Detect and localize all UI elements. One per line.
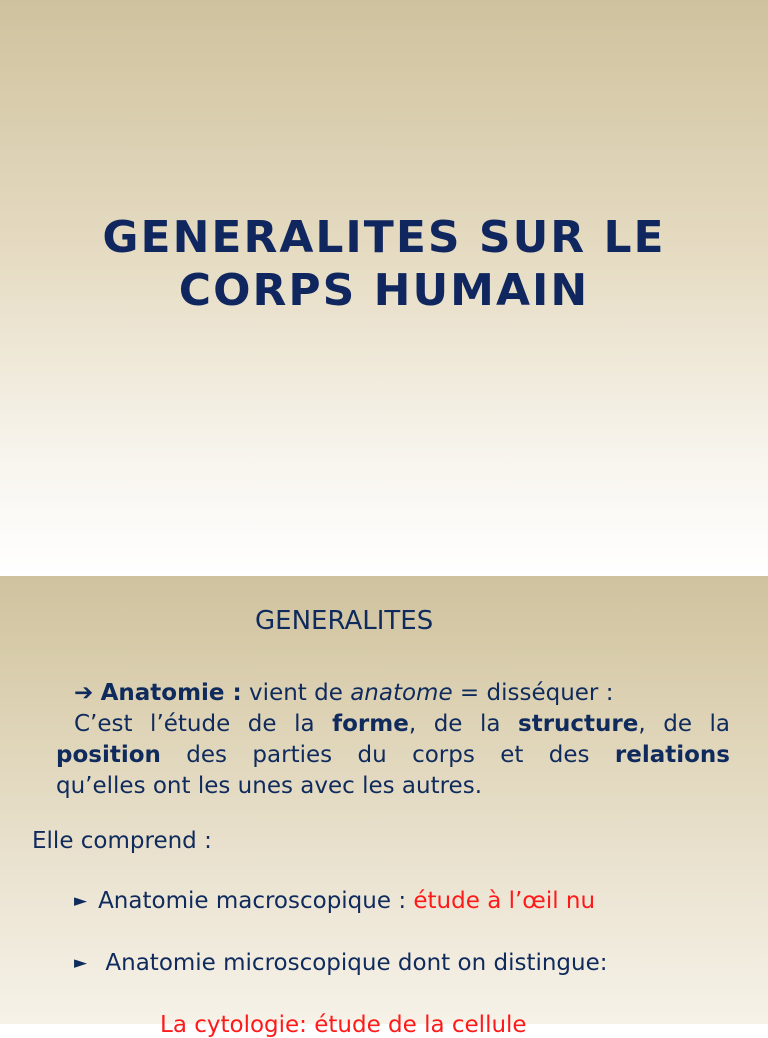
content-slide: [0, 576, 768, 1038]
triangle-bullet-icon: ►: [74, 953, 88, 973]
bullet-text: Anatomie macroscopique :: [98, 888, 414, 914]
definition-line-2: [56, 709, 730, 740]
term-structure: structure: [518, 711, 639, 737]
slide-heading: GENERALITES: [255, 606, 434, 636]
cytologie-text: La cytologie: étude de la cellule: [160, 1012, 527, 1038]
text-des-parties: des parties du corps et des: [160, 742, 615, 768]
list-item: [74, 888, 595, 914]
definition-line-3: [56, 740, 730, 771]
title-line-1: GENERALITES SUR LE: [102, 212, 666, 263]
term-position: position: [56, 742, 161, 768]
text-cest-letude: C’est l’étude de la: [74, 711, 333, 737]
term-anatome: anatome: [350, 680, 453, 706]
title-line-2: CORPS HUMAIN: [178, 265, 590, 316]
bullet-text: Anatomie microscopique dont on distingue:: [98, 950, 608, 976]
slide-title: [0, 211, 768, 317]
arrow-icon: ➔: [74, 680, 94, 706]
bullet-highlight: étude à l’œil nu: [413, 888, 596, 914]
definition-line-4: qu’elles ont les unes avec les autres.: [56, 773, 483, 799]
term-anatomie: Anatomie :: [100, 680, 242, 706]
definition-line-1: [56, 678, 730, 709]
text-de-la-2: , de la: [638, 711, 731, 737]
text-dissequer: = disséquer :: [452, 680, 614, 706]
elle-comprend-text: Elle comprend :: [32, 828, 212, 854]
term-relations: relations: [614, 742, 730, 768]
term-forme: forme: [332, 711, 409, 737]
triangle-bullet-icon: ►: [74, 891, 88, 911]
list-item: [74, 950, 608, 976]
text-vient-de: vient de: [241, 680, 351, 706]
anatomie-definition: [56, 678, 730, 802]
text-de-la-1: , de la: [408, 711, 519, 737]
